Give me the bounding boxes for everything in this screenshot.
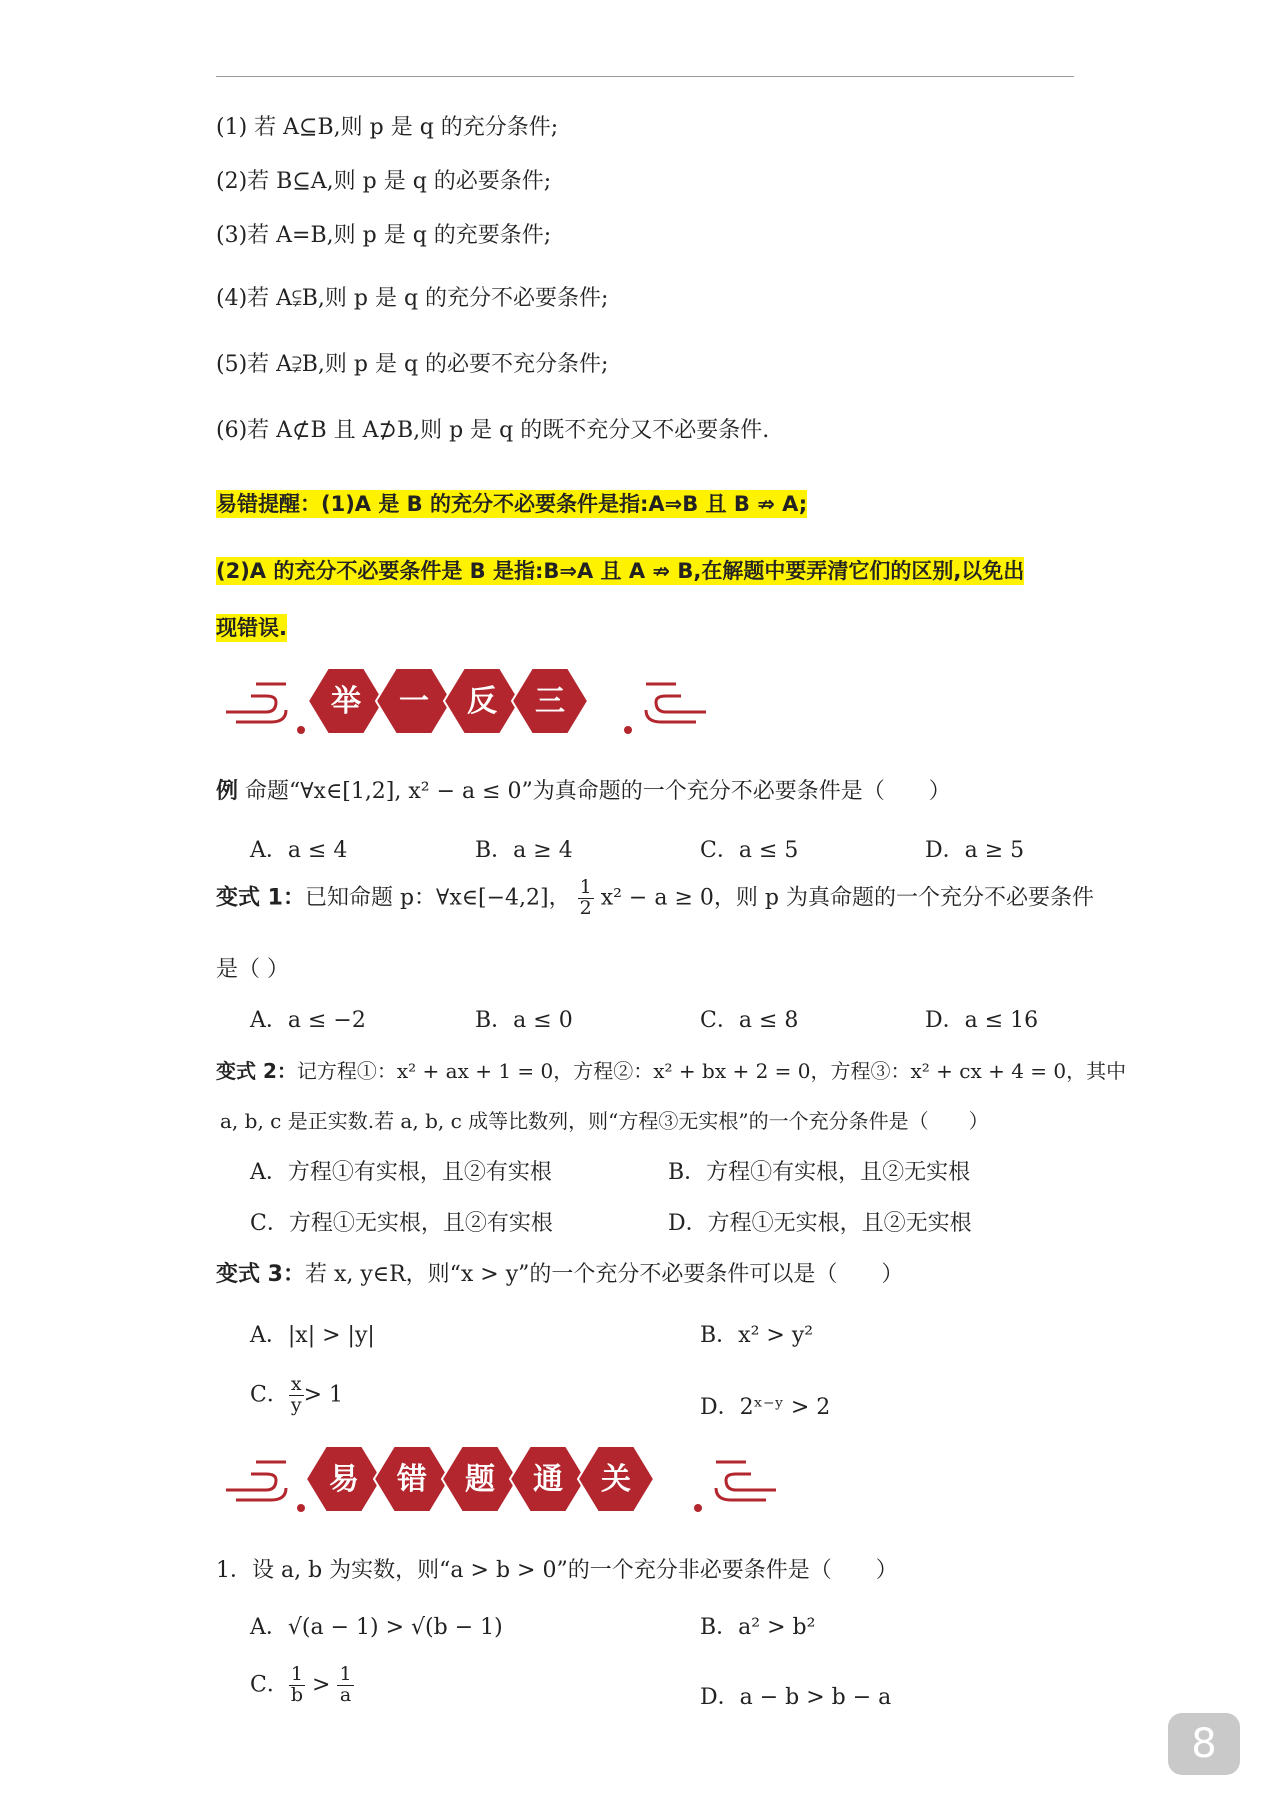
theory-line-5: (5)若 A⫌B,则 p 是 q 的必要不充分条件; xyxy=(216,352,609,377)
banner2-char-1: 易 xyxy=(329,1462,359,1497)
variant1-text-line2: 是（ ） xyxy=(216,957,289,982)
variant3-label: 变式 3： xyxy=(216,1262,305,1287)
banner1-char-4: 三 xyxy=(535,684,565,719)
example-stem xyxy=(216,774,951,805)
theory-line-3: (3)若 A=B,则 p 是 q 的充要条件; xyxy=(216,223,552,248)
variant2-option-c: C．方程①无实根，且②有实根 xyxy=(250,1211,553,1236)
variant1-text-pre: 已知命题 p：∀x∈[−4,2]， xyxy=(304,885,571,911)
example-option-a: A．a ≤ 4 xyxy=(250,838,348,863)
variant2-option-b: B．方程①有实根，且②无实根 xyxy=(668,1160,971,1185)
variant1-stem xyxy=(216,878,1094,919)
question1-option-b: B．a² > b² xyxy=(700,1615,816,1640)
variant1-frac-den: 2 xyxy=(579,896,592,919)
variant1-fraction xyxy=(578,878,594,919)
theory-line-1: (1) 若 A⊆B,则 p 是 q 的充分条件; xyxy=(216,115,559,140)
example-text: 命题“∀x∈[1,2], x² − a ≤ 0”为真命题的一个充分不必要条件是（ ） xyxy=(245,779,951,804)
variant3-option-b: B．x² > y² xyxy=(700,1323,814,1348)
question1-option-c-label: C． xyxy=(250,1672,289,1698)
question1-option-d: D．a − b > b − a xyxy=(700,1685,892,1710)
header-rule xyxy=(216,76,1074,77)
banner1-char-2: 一 xyxy=(399,684,429,719)
variant2-option-a: A．方程①有实根，且②有实根 xyxy=(250,1160,552,1185)
banner2-char-5: 关 xyxy=(601,1462,631,1497)
example-label: 例 xyxy=(216,779,239,804)
variant1-option-b: B．a ≤ 0 xyxy=(475,1008,573,1033)
banner-ju-yi-fan-san xyxy=(216,660,716,742)
variant3-option-c-num: x xyxy=(289,1375,304,1396)
variant1-option-c: C．a ≤ 8 xyxy=(700,1008,799,1033)
variant1-frac-num: 1 xyxy=(579,876,592,898)
banner2-char-4: 通 xyxy=(533,1462,563,1497)
variant3-option-c-tail: > 1 xyxy=(303,1382,344,1408)
question1-option-c-left-den: b xyxy=(290,1683,304,1706)
variant3-option-a: A．|x| > |y| xyxy=(250,1323,375,1348)
example-option-c: C．a ≤ 5 xyxy=(700,838,799,863)
question1-option-c: C． $\frac{1}{b}$ > $\frac{1}{a}$ xyxy=(250,1663,352,1706)
variant1-option-d: D．a ≤ 16 xyxy=(925,1008,1039,1033)
question1-option-c-right xyxy=(337,1665,353,1706)
variant3-option-c xyxy=(250,1375,343,1416)
banner1-char-3: 反 xyxy=(467,684,497,719)
variant2-text-line2: a, b, c 是正实数.若 a, b, c 成等比数列，则“方程③无实根”的一个充分条件是（ ） xyxy=(220,1109,989,1133)
banner2-char-3: 题 xyxy=(465,1462,495,1497)
question1-option-a: A．√(a − 1) > √(b − 1) xyxy=(250,1615,503,1640)
variant2-label: 变式 2： xyxy=(216,1059,297,1083)
question1-option-c-right-den: a xyxy=(339,1683,352,1706)
theory-line-4: (4)若 A⫋B,则 p 是 q 的充分不必要条件; xyxy=(216,286,609,311)
variant3-stem xyxy=(216,1257,903,1288)
variant3-text: 若 x, y∈R，则“x > y”的一个充分不必要条件可以是（ ） xyxy=(304,1262,904,1287)
banner-yi-cuo-ti-tong-guan xyxy=(216,1438,786,1520)
variant2-text: 记方程①：x² + ax + 1 = 0，方程②：x² + bx + 2 = 0，方程③：x² + cx + 4 = 0，其中 xyxy=(296,1059,1127,1083)
variant1-label: 变式 1： xyxy=(216,885,305,911)
banner1-char-1: 举 xyxy=(331,684,361,719)
example-option-b: B．a ≥ 4 xyxy=(475,838,573,863)
reminder-line-3: 现错误. xyxy=(216,616,287,640)
example-option-d: D．a ≥ 5 xyxy=(925,838,1025,863)
variant1-option-a: A．a ≤ −2 xyxy=(250,1008,366,1033)
question1-option-c-left-num: 1 xyxy=(289,1665,305,1686)
variant3-option-d: D．2ˣ⁻ʸ > 2 xyxy=(700,1395,831,1420)
theory-line-2: (2)若 B⊆A,则 p 是 q 的必要条件; xyxy=(216,169,552,194)
banner2-char-2: 错 xyxy=(397,1462,427,1497)
question1-option-c-left xyxy=(289,1665,305,1706)
page-number-badge: 8 xyxy=(1168,1713,1240,1775)
variant3-option-c-fraction xyxy=(289,1375,304,1416)
question1-stem: 1．设 a, b 为实数，则“a > b > 0”的一个充分非必要条件是（ ） xyxy=(216,1558,898,1583)
variant1-text-post: x² − a ≥ 0，则 p 为真命题的一个充分不必要条件 xyxy=(600,885,1094,911)
variant2-stem xyxy=(216,1055,1126,1084)
variant3-option-c-label: C． xyxy=(250,1382,289,1408)
variant3-option-c-den: y xyxy=(290,1393,302,1416)
reminder-line-1: 易错提醒：(1)A 是 B 的充分不必要条件是指:A⇒B 且 B ⇏ A; xyxy=(216,492,808,516)
variant2-option-d: D．方程①无实根，且②无实根 xyxy=(668,1211,972,1236)
reminder-line-2: (2)A 的充分不必要条件是 B 是指:B⇒A 且 A ⇏ B,在解题中要弄清它们的区别,以免出 xyxy=(216,559,1025,583)
question1-option-c-right-num: 1 xyxy=(339,1663,352,1685)
theory-line-6: (6)若 A⊄B 且 A⊅B,则 p 是 q 的既不充分又不必要条件. xyxy=(216,418,770,443)
